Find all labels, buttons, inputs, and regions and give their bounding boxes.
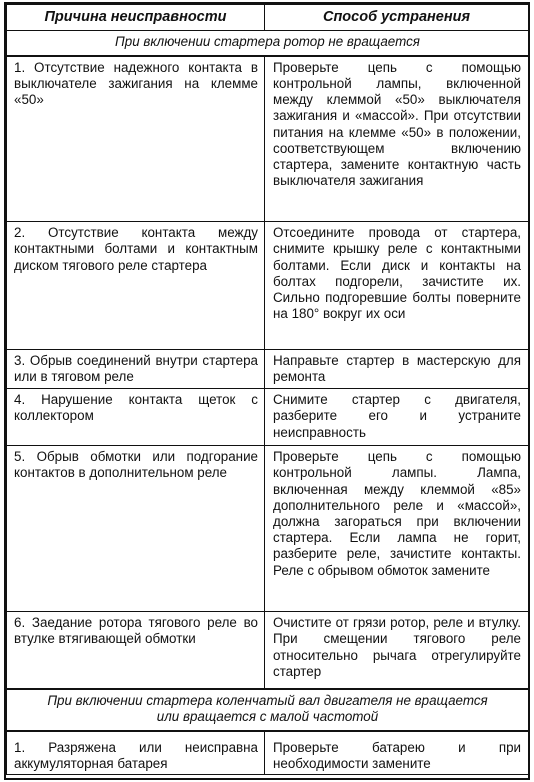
section-title-line-2: или вращается с малой частотой	[156, 708, 379, 724]
section-title-row	[7, 31, 529, 56]
header-fix: Способ устранения	[265, 5, 529, 31]
table-row	[7, 389, 529, 446]
fix-cell: Проверьте батарею и при необходимости замените	[265, 731, 529, 775]
table-row	[7, 222, 529, 350]
cause-cell: 1. Разряжена или неисправна аккумуляторная батарея	[7, 731, 265, 775]
troubleshooting-table	[6, 4, 529, 775]
fix-cell: Отсоедините провода от стартера, снимите крышку реле с контактными болтами. Если диск и контакты на болтах подгорели, зачистите их. Сильно подгоревшие болты поверните на 180° вокруг их оси	[265, 222, 529, 350]
section-title: При включении стартера ротор не вращается	[7, 31, 529, 56]
section-title-row	[7, 689, 529, 731]
table-row	[7, 731, 529, 775]
cause-cell: 1. Отсутствие надежного контакта в выключателе зажигания на клемме «50»	[7, 56, 265, 222]
table-row	[7, 446, 529, 612]
cause-cell: 2. Отсутствие контакта между контактными болтами и контактным диском тягового реле стартера	[7, 222, 265, 350]
troubleshooting-table-page	[4, 2, 530, 780]
fix-cell: Направьте стартер в мастерскую для ремонта	[265, 350, 529, 389]
cause-cell: 6. Заедание ротора тягового реле во втулке втягивающей обмотки	[7, 612, 265, 689]
table-header-row	[7, 5, 529, 31]
fix-cell: Очистите от грязи ротор, реле и втулку. При смещении тягового реле относительно рычага отрегулируйте стартер	[265, 612, 529, 689]
table-row	[7, 56, 529, 222]
table-row	[7, 612, 529, 689]
table-row	[7, 350, 529, 389]
cause-cell: 5. Обрыв обмотки или подгорание контактов в дополнительном реле	[7, 446, 265, 612]
header-cause: Причина неисправности	[7, 5, 265, 31]
fix-cell: Проверьте цепь с помощью контрольной лампы. Лампа, включенная между клеммой «85» дополнительного реле и «массой», должна загораться при включении стартера. Если лампа не горит, разберите реле, зачистите контакты. Реле с обрывом обмоток замените	[265, 446, 529, 612]
section-title-line-1: При включении стартера коленчатый вал двигателя не вращается	[47, 692, 488, 708]
section-title	[7, 689, 529, 731]
cause-cell: 4. Нарушение контакта щеток с коллектором	[7, 389, 265, 446]
fix-cell: Снимите стартер с двигателя, разберите его и устраните неисправность	[265, 389, 529, 446]
fix-cell: Проверьте цепь с помощью контрольной лампы, включенной между клеммой «50» выключателя зажигания и «массой». При отсутствии питания на клемме «50» в положении, соответствующем включению стартера, замените контактную часть выключателя зажигания	[265, 56, 529, 222]
cause-cell: 3. Обрыв соединений внутри стартера или в тяговом реле	[7, 350, 265, 389]
